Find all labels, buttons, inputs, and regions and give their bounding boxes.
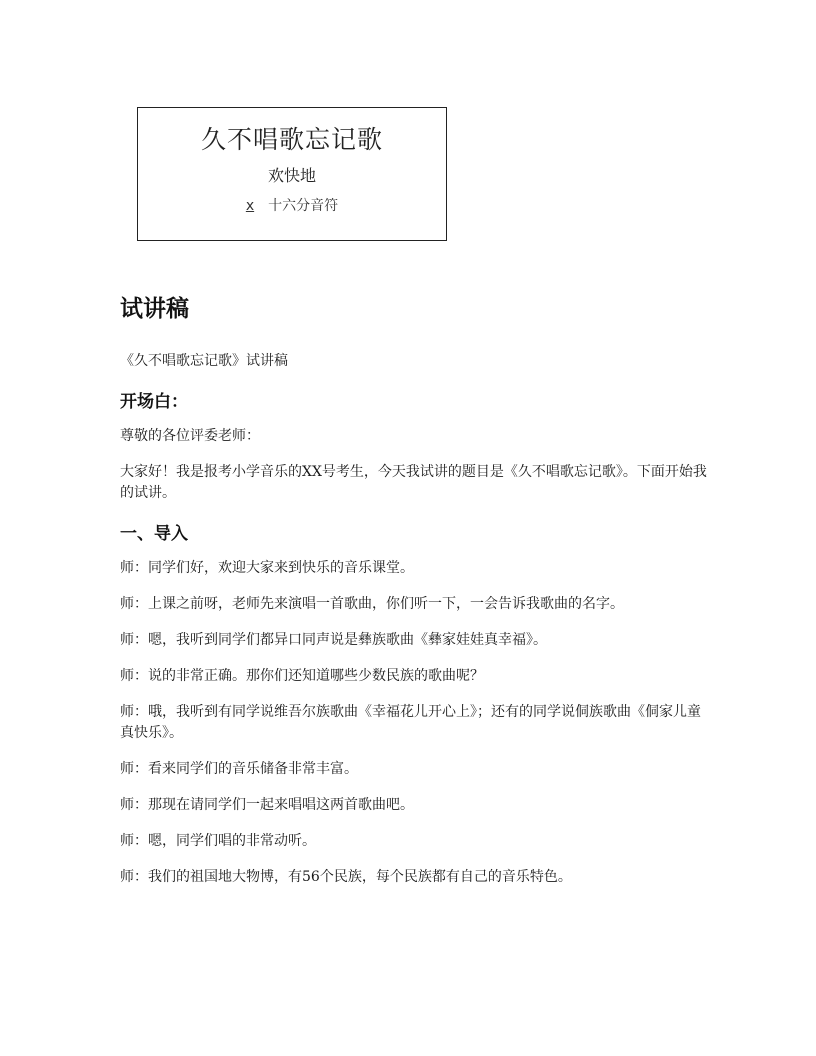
note-symbol: x (245, 198, 255, 214)
paragraph: 师：那现在请同学们一起来唱唱这两首歌曲吧。 (120, 797, 414, 813)
paragraph: 师：看来同学们的音乐储备非常丰富。 (120, 761, 358, 777)
paragraph: 师：嗯，同学们唱的非常动听。 (120, 833, 316, 849)
paragraph: 师：上课之前呀，老师先来演唱一首歌曲，你们听一下，一会告诉我歌曲的名字。 (120, 596, 624, 612)
opening-heading: 开场白： (120, 392, 188, 412)
section1-heading: 一、导入 (120, 524, 188, 544)
tempo-marking: 欢快地 (267, 166, 316, 185)
greeting: 尊敬的各位评委老师： (120, 428, 260, 444)
song-title: 久不唱歌忘记歌 (200, 125, 383, 154)
note-legend (138, 195, 446, 215)
opening-text: 大家好！我是报考小学音乐的XX号考生，今天我试讲的题目是《久不唱歌忘记歌》。下面开始我的试讲。 (120, 464, 707, 501)
paragraph: 师：哦，我听到有同学说维吾尔族歌曲《幸福花儿开心上》；还有的同学说侗族歌曲《侗家儿童真快乐》。 (120, 704, 701, 741)
doc-heading: 试讲稿 (120, 296, 189, 322)
document-body (120, 290, 710, 903)
paragraph: 师：同学们好，欢迎大家来到快乐的音乐课堂。 (120, 560, 414, 576)
paragraph: 师：说的非常正确。那你们还知道哪些少数民族的歌曲呢？ (120, 668, 484, 684)
note-label: 十六分音符 (268, 198, 339, 214)
intro-line: 《久不唱歌忘记歌》试讲稿 (120, 353, 288, 369)
paragraph: 师：嗯，我听到同学们都异口同声说是彝族歌曲《彝家娃娃真幸福》。 (120, 632, 547, 648)
title-box (137, 107, 447, 241)
paragraph: 师：我们的祖国地大物博，有56个民族，每个民族都有自己的音乐特色。 (120, 869, 572, 885)
